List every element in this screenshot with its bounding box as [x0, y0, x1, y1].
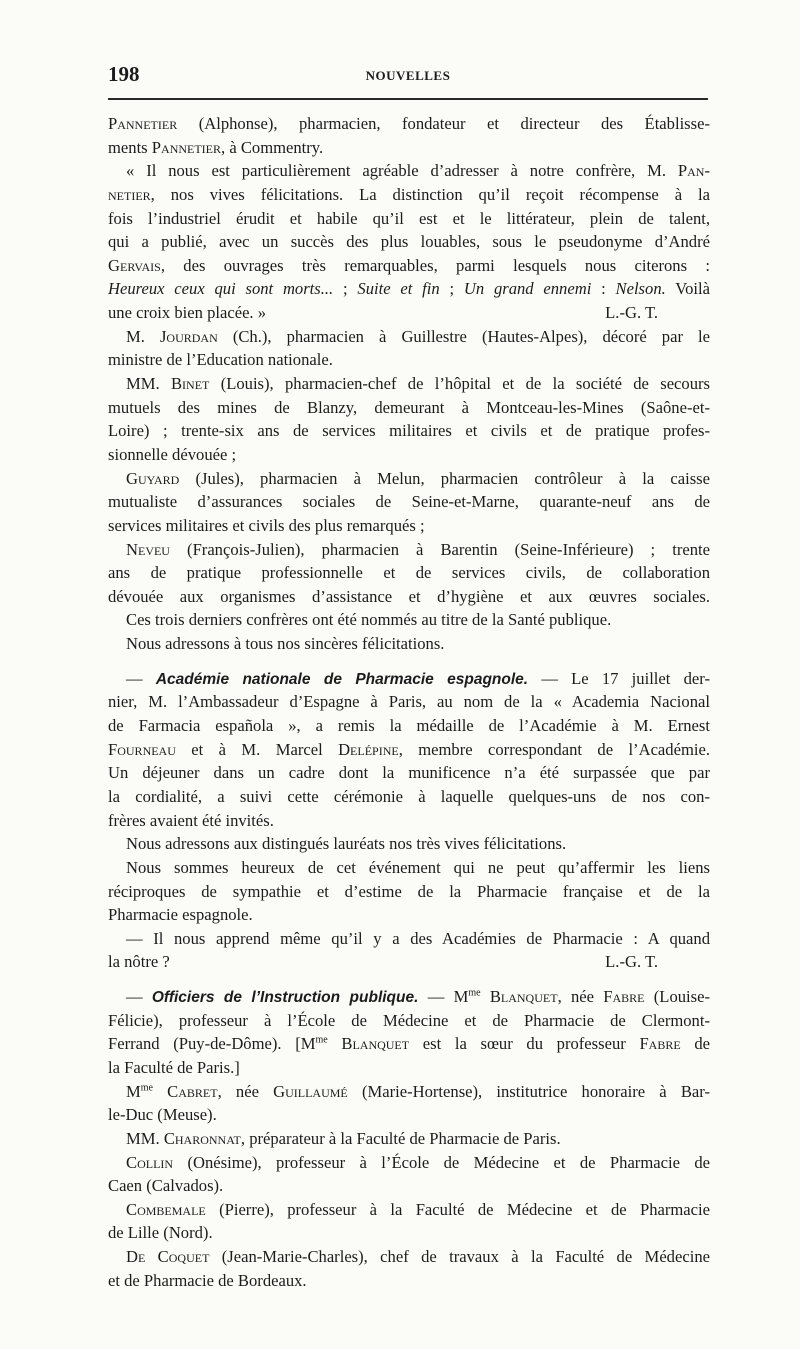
book-title: Un grand ennemi — [463, 279, 592, 299]
section-gap — [108, 656, 710, 667]
line-text: ; — [333, 279, 358, 299]
line-text: (Alphonse), pharmacien, fondateur et directeur des Établisse- — [177, 114, 710, 133]
line-text: Pharmacie espagnole. — [108, 905, 253, 925]
line-text: « Il nous est particulièrement agréable d’adresser à notre confrère, M. — [126, 161, 678, 181]
line-text: dévouée aux organismes d’assistance et d’hygiène et aux œuvres sociales. — [108, 586, 710, 606]
person-name: Neveu — [126, 539, 170, 559]
text-line — [108, 1080, 710, 1104]
text-line — [108, 396, 710, 420]
line-text: mutuels des mines de Blanzy, demeurant à Montceau-les-Mines (Saône-et- — [108, 397, 710, 417]
text-line — [108, 1103, 710, 1127]
text-line — [108, 1032, 710, 1056]
text-line — [108, 372, 710, 396]
text-line — [108, 1269, 710, 1293]
page-header — [108, 62, 708, 88]
line-text: qui a publié, avec un succès des plus louables, sous le pseudonyme d’André — [108, 232, 710, 252]
text-line — [108, 112, 710, 136]
line-text: , des ouvrages très remarquables, parmi lesquels nous citerons : — [160, 255, 710, 275]
text-line — [108, 348, 710, 372]
text-line — [108, 538, 710, 562]
section-heading: Académie nationale de Pharmacie espagnole. — [155, 670, 529, 688]
line-text: Ferrand (Puy-de-Dôme). [M — [108, 1034, 316, 1054]
person-name: Fabre — [639, 1034, 681, 1054]
line-text: ; — [439, 279, 464, 299]
line-text: (Ch.), pharmacien à Guillestre (Hautes-Alpes), décoré par le — [217, 326, 710, 346]
line-text: Caen (Calvados). — [108, 1176, 224, 1196]
book-title: Heureux ceux qui sont morts... — [108, 279, 334, 299]
text-line — [108, 277, 710, 301]
text-line — [108, 490, 710, 514]
line-text: — M — [418, 987, 469, 1007]
person-name: De Coquet — [126, 1247, 210, 1267]
line-text: est la sœur du professeur — [409, 1034, 640, 1054]
person-name: Charonnat — [163, 1128, 241, 1148]
text-line — [108, 832, 710, 856]
book-title: Nelson. — [615, 279, 666, 299]
person-name: Collin — [126, 1152, 174, 1172]
line-text — [153, 1082, 167, 1101]
line-text: de — [680, 1034, 710, 1054]
line-text: (François-Julien), pharmacien à Barentin (Seine-Inférieure) ; trente — [169, 539, 710, 559]
person-name: Pannetier — [108, 114, 178, 133]
line-text: — — [126, 668, 156, 688]
line-text: Félicie), professeur à l’École de Médecine et de Pharmacie de Clermont- — [108, 1010, 710, 1030]
text-line — [108, 714, 710, 738]
line-text: — Il nous apprend même qu’il y a des Académies de Pharmacie : A quand — [126, 928, 710, 948]
text-line — [108, 325, 710, 349]
line-text: : — [591, 279, 616, 299]
text-line — [108, 809, 710, 833]
text-line — [108, 761, 710, 785]
header-rule — [108, 98, 708, 100]
line-text: , membre correspondant de l’Académie. — [398, 739, 710, 759]
line-text: frères avaient été invités. — [108, 810, 274, 830]
text-line — [108, 514, 710, 538]
line-text: , née — [557, 987, 604, 1007]
line-text: (Louis), pharmacien-chef de l’hôpital et de la société de secours — [209, 374, 710, 394]
line-text: la nôtre ? — [108, 952, 170, 972]
text-line — [108, 856, 710, 880]
line-text: de Farmacia española », a remis la médaille de l’Académie à M. Ernest — [108, 716, 710, 736]
person-name: Jourdan — [159, 326, 218, 346]
line-text: , nos vives félicitations. La distinction qu’il reçoit récompense à la — [150, 184, 710, 204]
running-title: NOUVELLES — [365, 68, 451, 83]
text-line — [108, 1127, 710, 1151]
person-name: Delépine — [338, 739, 399, 759]
line-text: , à Commentry. — [221, 137, 324, 157]
text-line — [108, 1056, 710, 1080]
person-name: Guyard — [126, 468, 180, 488]
line-text: (Louise- — [644, 987, 710, 1007]
text-line — [108, 1245, 710, 1269]
text-line — [108, 985, 710, 1009]
line-text: Nous sommes heureux de cet événement qui ne peut qu’affermir les liens — [126, 857, 710, 877]
line-text: de Lille (Nord). — [108, 1223, 213, 1243]
text-line — [108, 230, 710, 254]
text-line — [108, 467, 710, 491]
signature: L.-G. T. — [605, 303, 658, 323]
line-text: la Faculté de Paris.] — [108, 1057, 240, 1077]
text-line — [108, 159, 710, 183]
line-text: services militaires et civils des plus remarqués ; — [108, 515, 425, 535]
text-line — [108, 608, 710, 632]
text-line — [108, 667, 710, 691]
text-line — [108, 207, 710, 231]
person-name: Gervais — [108, 255, 161, 275]
text-line — [108, 1221, 710, 1245]
line-text: fois l’industriel érudit et habile qu’il est et le littérateur, plein de talent, — [108, 208, 710, 228]
person-name: Guillaumé — [273, 1081, 348, 1101]
line-text: me — [468, 987, 481, 999]
line-text: une croix bien placée. » — [108, 303, 267, 323]
line-text: M — [126, 1081, 141, 1101]
person-name: netier — [108, 184, 151, 204]
text-line — [108, 903, 710, 927]
line-text: Ces trois derniers confrères ont été nommés au titre de la Santé publique. — [126, 610, 612, 630]
text-line — [108, 950, 710, 974]
person-name: Blanquet — [341, 1034, 410, 1054]
line-text: — Le 17 juillet der- — [528, 668, 710, 688]
text-line — [108, 183, 710, 207]
text-line — [108, 880, 710, 904]
text-line — [108, 419, 710, 443]
section-heading: Officiers de l’Instruction publique. — [151, 989, 419, 1007]
text-line — [108, 1198, 710, 1222]
line-text: , préparateur à la Faculté de Pharmacie de Paris. — [240, 1128, 561, 1148]
person-name: Fabre — [603, 987, 645, 1007]
section-gap — [108, 974, 710, 985]
line-text: Nous adressons aux distingués lauréats nos très vives félicitations. — [126, 834, 567, 854]
text-line — [108, 301, 710, 325]
text-line — [108, 632, 710, 656]
line-text: Un déjeuner dans un cadre dont la munificence n’a été surpassée que par — [108, 763, 710, 783]
text-line — [108, 561, 710, 585]
line-text: ments — [108, 137, 152, 157]
text-line — [108, 785, 710, 809]
text-line — [108, 443, 710, 467]
line-text: ans de pratique professionnelle et de services civils, de collaboration — [108, 563, 710, 583]
signature: L.-G. T. — [605, 952, 658, 972]
line-text: me — [315, 1034, 328, 1046]
line-text: réciproques de sympathie et d’estime de la Pharmacie française et de la — [108, 881, 710, 901]
text-line — [108, 1174, 710, 1198]
text-line — [108, 738, 710, 762]
person-name: Binet — [170, 374, 210, 394]
line-text: sionnelle dévouée ; — [108, 444, 237, 464]
person-name: Combemale — [126, 1199, 206, 1219]
text-line — [108, 690, 710, 714]
person-name: Blanquet — [489, 987, 558, 1007]
line-text: Nous adressons à tous nos sincères félicitations. — [126, 634, 445, 654]
line-text: Loire) ; trente-six ans de services militaires et civils et de pratique profes- — [108, 421, 710, 441]
text-line — [108, 1009, 710, 1033]
line-text: , née — [217, 1081, 274, 1101]
book-title: Suite et fin — [357, 279, 440, 299]
line-text: Voilà — [665, 279, 710, 299]
line-text: MM. — [126, 1128, 164, 1148]
person-name: Fourneau — [108, 739, 176, 759]
person-name: Pannetier — [151, 137, 222, 157]
line-text: mutualiste d’assurances sociales de Seine-et-Marne, quarante-neuf ans de — [108, 492, 710, 512]
text-line — [108, 254, 710, 278]
line-text: (Marie-Hortense), institutrice honoraire à Bar- — [347, 1081, 710, 1101]
line-text: (Jules), pharmacien à Melun, pharmacien contrôleur à la caisse — [179, 468, 710, 488]
line-text: et à M. Marcel — [175, 739, 339, 759]
line-text: — — [126, 987, 152, 1007]
page-number: 198 — [108, 62, 140, 86]
text-line — [108, 136, 710, 160]
line-text: MM. — [126, 374, 171, 394]
line-text: nier, M. l’Ambassadeur d’Espagne à Paris, au nom de la « Academia Nacional — [108, 692, 710, 712]
line-text: me — [140, 1082, 153, 1094]
text-line — [108, 927, 710, 951]
person-name: Cabret — [167, 1081, 218, 1101]
line-text: la cordialité, a suivi cette cérémonie à laquelle quelques-uns de nos con- — [108, 786, 710, 806]
text-line — [108, 585, 710, 609]
text-line — [108, 1151, 710, 1175]
line-text — [328, 1034, 342, 1053]
line-text: le-Duc (Meuse). — [108, 1105, 217, 1125]
line-text: (Pierre), professeur à la Faculté de Médecine et de Pharmacie — [205, 1199, 710, 1219]
person-name: Pan- — [677, 161, 710, 181]
article-body — [108, 112, 710, 1292]
line-text: ministre de l’Education nationale. — [108, 350, 333, 370]
line-text: (Jean-Marie-Charles), chef de travaux à la Faculté de Médecine — [209, 1247, 710, 1267]
line-text: (Onésime), professeur à l’École de Médecine et de Pharmacie de — [173, 1152, 710, 1172]
line-text: et de Pharmacie de Bordeaux. — [108, 1270, 307, 1290]
line-text — [481, 987, 490, 1006]
line-text: M. — [126, 326, 160, 346]
